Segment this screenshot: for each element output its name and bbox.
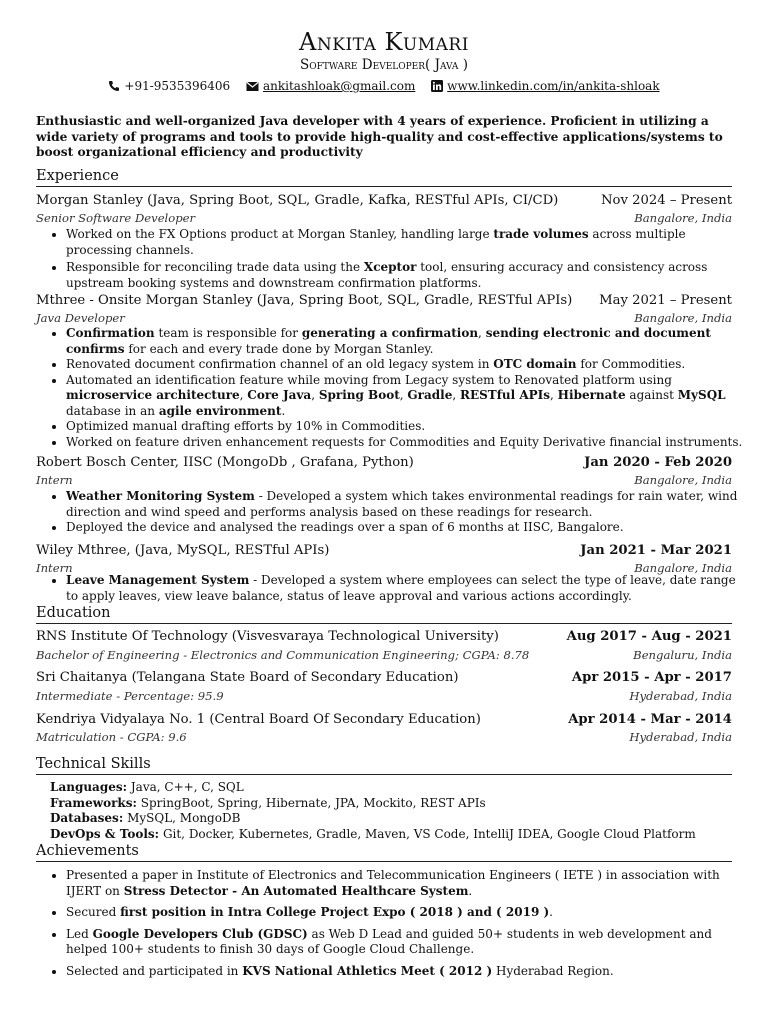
school-name: Kendriya Vidyalaya No. 1 (Central Board Of Secondary Education) xyxy=(36,712,481,727)
list-item: • Responsible for reconciling trade data using the Xceptor tool, ensuring accuracy and consistency across upstream booking systems and downstream confirmation platforms. xyxy=(66,260,746,291)
list-item: • Presented a paper in Institute of Electronics and Telecommunication Engineers ( IETE ) in association with IJERT on Stress Detector - An Automated Healthcare System. xyxy=(66,868,746,899)
mail-icon xyxy=(246,81,259,92)
phone-icon xyxy=(108,80,120,92)
list-item: • Weather Monitoring System - Developed a system which takes environmental readings for rain water, wind direction and wind speed and performs analysis based on these readings for research. xyxy=(66,489,746,520)
location: Bengaluru, India xyxy=(633,648,732,662)
org-name: Wiley Mthree, (Java, MySQL, RESTful APIs) xyxy=(36,543,330,558)
experience-bullets xyxy=(50,227,746,291)
experience-bullets xyxy=(50,489,746,536)
date-range: May 2021 – Present xyxy=(599,293,732,308)
date-range: Aug 2017 - Aug - 2021 xyxy=(566,629,732,644)
list-item: • Renovated document confirmation channel of an old legacy system in OTC domain for Commodities. xyxy=(66,357,746,373)
role: Intern xyxy=(36,473,73,487)
achievements-list xyxy=(50,868,746,979)
degree: Intermediate - Percentage: 95.9 xyxy=(36,689,224,703)
email-link[interactable]: ankitashloak@gmail.com xyxy=(262,79,416,93)
role: Senior Software Developer xyxy=(36,211,196,225)
section-achievements: Achievements xyxy=(36,843,732,862)
date-range: Jan 2020 - Feb 2020 xyxy=(584,455,732,470)
list-item: • Deployed the device and analysed the readings over a span of 6 months at IISC, Bangalore. xyxy=(66,520,746,536)
contact-bar xyxy=(0,79,768,93)
org-name: Mthree - Onsite Morgan Stanley (Java, Spring Boot, SQL, Gradle, RESTful APIs) xyxy=(36,293,573,308)
skills-list xyxy=(50,780,730,842)
section-technical-skills: Technical Skills xyxy=(36,756,732,775)
phone-number: +91-9535396406 xyxy=(124,79,231,93)
skill-row: Frameworks: SpringBoot, Spring, Hibernate, JPA, Mockito, REST APIs xyxy=(50,795,486,810)
linkedin-contact[interactable] xyxy=(431,79,659,93)
list-item: • Optimized manual drafting efforts by 10% in Commodities. xyxy=(66,419,746,435)
org-name: Robert Bosch Center, IISC (MongoDb , Grafana, Python) xyxy=(36,455,414,470)
degree: Bachelor of Engineering - Electronics and Communication Engineering; CGPA: 8.78 xyxy=(36,648,530,662)
school-name: RNS Institute Of Technology (Visvesvaraya Technological University) xyxy=(36,629,499,644)
phone-contact[interactable] xyxy=(108,79,230,93)
list-item: • Worked on the FX Options product at Morgan Stanley, handling large trade volumes across multiple processing channels. xyxy=(66,227,746,258)
summary: Enthusiastic and well-organized Java developer with 4 years of experience. Proficient in utilizing a wide variety of programs and tools to provide high-quality and cost-effective applications/systems to boost organizational efficiency and productivity xyxy=(36,114,723,159)
experience-bullets xyxy=(50,326,746,450)
list-item: • Secured first position in Intra College Project Expo ( 2018 ) and ( 2019 ). xyxy=(66,905,746,921)
list-item: • Leave Management System - Developed a system where employees can select the type of leave, date range to apply leaves, view leave balance, status of leave approval and various actions accordingly. xyxy=(66,573,746,604)
skill-row: Databases: MySQL, MongoDB xyxy=(50,811,241,825)
list-item: • Automated an identification feature while moving from Legacy system to Renovated platform using microservice architecture, Core Java, Spring Boot, Gradle, RESTful APIs, Hibernate against MySQL database in an agile environment. xyxy=(66,373,746,420)
list-item: • Confirmation team is responsible for generating a confirmation, sending electronic and document confirms for each and every trade done by Morgan Stanley. xyxy=(66,326,746,357)
list-item: • Worked on feature driven enhancement requests for Commodities and Equity Derivative financial instruments. xyxy=(66,435,746,451)
location: Hyderabad, India xyxy=(629,689,732,703)
location: Bangalore, India xyxy=(634,561,732,575)
list-item: • Selected and participated in KVS National Athletics Meet ( 2012 ) Hyderabad Region. xyxy=(66,964,746,980)
role: Intern xyxy=(36,561,73,575)
email-contact[interactable] xyxy=(246,79,415,93)
list-item: • Led Google Developers Club (GDSC) as Web D Lead and guided 50+ students in web development and helped 100+ students to finish 30 days of Google Cloud Challenge. xyxy=(66,927,746,958)
experience-bullets xyxy=(50,573,746,604)
section-experience: Experience xyxy=(36,168,732,187)
location: Bangalore, India xyxy=(634,311,732,325)
location: Hyderabad, India xyxy=(629,730,732,744)
role: Java Developer xyxy=(36,311,125,325)
section-education: Education xyxy=(36,605,732,624)
date-range: Jan 2021 - Mar 2021 xyxy=(580,543,732,558)
linkedin-icon xyxy=(431,80,443,92)
date-range: Apr 2014 - Mar - 2014 xyxy=(568,712,732,727)
school-name: Sri Chaitanya (Telangana State Board of Secondary Education) xyxy=(36,670,459,685)
linkedin-link[interactable]: www.linkedin.com/in/ankita-shloak xyxy=(447,79,660,93)
location: Bangalore, India xyxy=(634,473,732,487)
degree: Matriculation - CGPA: 9.6 xyxy=(36,730,187,744)
job-title: Software Developer( Java ) xyxy=(299,57,468,73)
candidate-name: Ankita Kumari xyxy=(299,28,469,56)
org-name: Morgan Stanley (Java, Spring Boot, SQL, Gradle, Kafka, RESTful APIs, CI/CD) xyxy=(36,193,559,208)
date-range: Nov 2024 – Present xyxy=(600,193,732,208)
location: Bangalore, India xyxy=(634,211,732,225)
skill-row: Languages: Java, C++, C, SQL xyxy=(50,780,244,794)
date-range: Apr 2015 - Apr - 2017 xyxy=(571,670,732,685)
skill-row: DevOps & Tools: Git, Docker, Kubernetes, Gradle, Maven, VS Code, IntelliJ IDEA, Google Cloud Platform xyxy=(50,826,696,841)
